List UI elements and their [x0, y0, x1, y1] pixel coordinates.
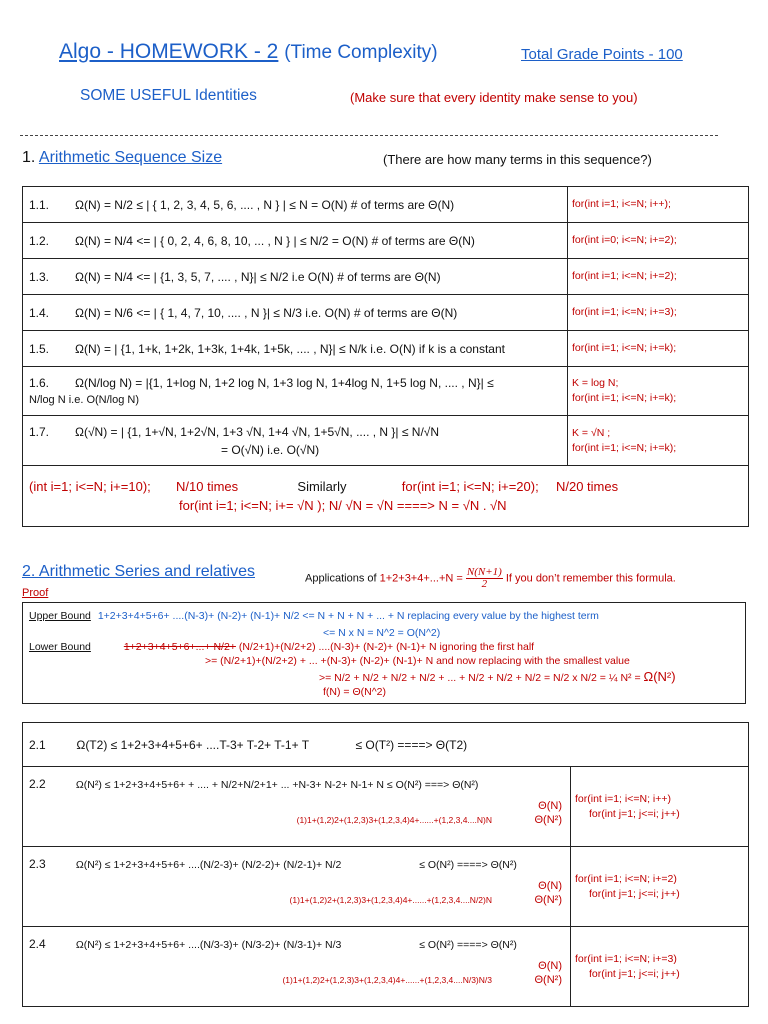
divider: [20, 135, 718, 136]
row-text: 1.7. Ω(√N) = | {1, 1+√N, 1+2√N, 1+3 √N, 1+4 √N, 1+5√N, .... , N }| ≤ N/√N = O(√N) i.e. O(√N): [23, 416, 568, 466]
table-row: [23, 223, 749, 259]
note-d: for(int i=1; i<=N; i+=20);: [401, 479, 539, 494]
section2-table: [22, 722, 749, 1007]
table-row: [23, 466, 749, 527]
title-main: Algo - HOMEWORK - 2: [59, 40, 279, 63]
theta-stack: Θ(N) Θ(N²): [534, 880, 562, 906]
proof-box: [22, 602, 746, 704]
table-row: [23, 767, 749, 847]
row-code: for(int i=1; i<=N; i++) for(int j=1; j<=i; j++): [571, 767, 749, 847]
section1-number: 1.: [22, 149, 36, 166]
useful-identities-heading: SOME USEFUL Identities: [80, 87, 257, 104]
section1-heading: [22, 149, 222, 167]
counts-line: (1)1+(1,2)2+(1,2,3)3+(1,2,3,4)4+......+(1,2,3,4....N/2)N: [289, 895, 492, 905]
section1-note: (There are how many terms in this sequence?): [383, 152, 652, 167]
row-text: 1.1. Ω(N) = N/2 ≤ | { 1, 2, 3, 4, 5, 6, .... , N } | ≤ N = O(N) # of terms are Θ(N): [23, 187, 568, 223]
note-a: (int i=1; i<=N; i+=10);: [29, 479, 151, 494]
row-text: 2.4 Ω(N²) ≤ 1+2+3+4+5+6+ ....(N/3-3)+ (N/3-2)+ (N/3-1)+ N/3 ≤ O(N²) ====> Θ(N²) Θ(N) Θ(N²) (1)1+(1,2)2+(1,2,3)3+(1,2,3,4)4+......+(1,2,3,4....N/3)N/3: [23, 927, 571, 1007]
note-b: N/10 times: [176, 479, 239, 494]
section1-table: [22, 186, 749, 527]
section1-title: Arithmetic Sequence Size: [38, 149, 223, 166]
row-text: 1.2. Ω(N) = N/4 <= | { 0, 2, 4, 6, 8, 10, ... , N } | ≤ N/2 = O(N) # of terms are Θ(N): [23, 223, 568, 259]
section2-applications: Applications of 1+2+3+4+...+N = $\frac{N(N+1)}{2}$ If you don’t remember this formula.: [305, 566, 676, 590]
make-sure-note: (Make sure that every identity make sense to you): [350, 90, 638, 105]
row-code: K = log N; for(int i=1; i<=N; i+=k);: [568, 367, 749, 416]
row-code: for(int i=1; i<=N; i+=k);: [568, 331, 749, 367]
row-code: for(int i=1; i<=N; i+=3);: [568, 295, 749, 331]
upper-bound-line: Upper Bound 1+2+3+4+5+6+ ....(N-3)+ (N-2)+ (N-1)+ N/2 <= N + N + N + ... + N replacing every value by the highest term: [29, 610, 599, 622]
lower-bound-step3: >= N/2 + N/2 + N/2 + N/2 + ... + N/2 + N/2 + N/2 = N/2 x N/2 = ¼ N² = Ω(N²): [319, 669, 676, 684]
lower-bound-result: f(N) = Θ(N^2): [323, 686, 386, 698]
lower-bound-line: Lower Bound 1+2+3+4+5+6+...+ N/2+ (N/2+1)+(N/2+2) ....(N-3)+ (N-2)+ (N-1)+ N ignoring the first half: [29, 641, 535, 653]
note-e: N/20 times: [555, 479, 619, 494]
section2-title: 2. Arithmetic Series and relatives: [22, 563, 255, 580]
table-row: [23, 259, 749, 295]
row-code: for(int i=1; i<=N; i+=3) for(int j=1; j<=i; j++): [571, 927, 749, 1007]
row-text: 1.4. Ω(N) = N/6 <= | { 1, 4, 7, 10, .... , N }| ≤ N/3 i.e. O(N) # of terms are Θ(N): [23, 295, 568, 331]
note-row: [23, 466, 749, 527]
table-row: [23, 416, 749, 466]
row-text: 2.1 Ω(T2) ≤ 1+2+3+4+5+6+ ....T-3+ T-2+ T-1+ T ≤ O(T²) ====> Θ(T2): [23, 723, 749, 767]
row-code: K = √N ; for(int i=1; i<=N; i+=k);: [568, 416, 749, 466]
row-text: 1.6. Ω(N/log N) = |{1, 1+log N, 1+2 log N, 1+3 log N, 1+4log N, 1+5 log N, .... , N}| ≤ N/log N i.e. O(N/log N): [23, 367, 568, 416]
document-title: [59, 40, 438, 64]
total-grade-points: Total Grade Points - 100: [521, 46, 683, 63]
table-row: [23, 723, 749, 767]
row-text: 2.3 Ω(N²) ≤ 1+2+3+4+5+6+ ....(N/2-3)+ (N/2-2)+ (N/2-1)+ N/2 ≤ O(N²) ====> Θ(N²) Θ(N) Θ(N²) (1)1+(1,2)2+(1,2,3)3+(1,2,3,4)4+......+(1,2,3,4....N/2)N: [23, 847, 571, 927]
row-code: for(int i=1; i<=N; i++);: [568, 187, 749, 223]
theta-stack: Θ(N) Θ(N²): [534, 800, 562, 826]
formula-fraction: $\frac{N(N+1)}{2}$: [466, 566, 502, 590]
theta-stack: Θ(N) Θ(N²): [534, 960, 562, 986]
note-c: Similarly: [297, 479, 347, 494]
row-text: 1.5. Ω(N) = | {1, 1+k, 1+2k, 1+3k, 1+4k, 1+5k, .... , N}| ≤ N/k i.e. O(N) if k is a constant: [23, 331, 568, 367]
counts-line: (1)1+(1,2)2+(1,2,3)3+(1,2,3,4)4+......+(1,2,3,4....N/3)N/3: [282, 975, 492, 985]
row-code: for(int i=1; i<=N; i+=2);: [568, 259, 749, 295]
lower-bound-step2: >= (N/2+1)+(N/2+2) + ... +(N-3)+ (N-2)+ (N-1)+ N and now replacing with the smallest value: [205, 655, 630, 667]
title-subtitle: (Time Complexity): [284, 42, 438, 63]
proof-label: Proof: [22, 587, 49, 599]
table-row: [23, 295, 749, 331]
row-code: for(int i=1; i<=N; i+=2) for(int j=1; j<=i; j++): [571, 847, 749, 927]
row-text: 2.2 Ω(N²) ≤ 1+2+3+4+5+6+ + .... + N/2+N/2+1+ ... +N-3+ N-2+ N-1+ N ≤ O(N²) ===> Θ(N²) Θ(N) Θ(N²) (1)1+(1,2)2+(1,2,3)3+(1,2,3,4)4+......+(1,2,3,4....N)N: [23, 767, 571, 847]
counts-line: (1)1+(1,2)2+(1,2,3)3+(1,2,3,4)4+......+(1,2,3,4....N)N: [296, 815, 492, 825]
row-text: 1.3. Ω(N) = N/4 <= | {1, 3, 5, 7, .... , N}| ≤ N/2 i.e O(N) # of terms are Θ(N): [23, 259, 568, 295]
row-code: for(int i=0; i<=N; i+=2);: [568, 223, 749, 259]
note-f: for(int i=1; i<=N; i+= √N ); N/ √N = √N ====> N = √N . √N: [179, 498, 507, 513]
table-row: [23, 187, 749, 223]
table-row: [23, 927, 749, 1007]
upper-bound-result: <= N x N = N^2 = O(N^2): [323, 627, 441, 639]
table-row: [23, 847, 749, 927]
table-row: [23, 367, 749, 416]
table-row: [23, 331, 749, 367]
